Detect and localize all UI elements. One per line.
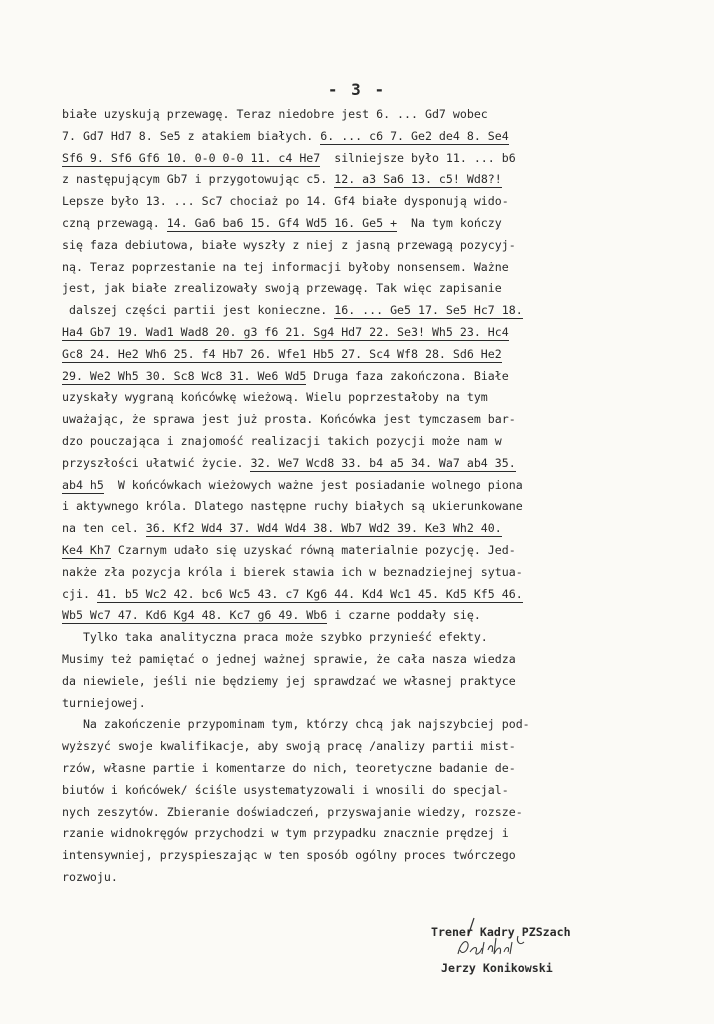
underlined-moves: Wb5 Wc7 47. Kd6 Kg4 48. Kc7 g6 49. Wb6 [62,608,328,623]
text-segment: W końcówkach wieżowych ważne jest posiadanie wolnego piona [103,477,523,492]
text-segment: jest, jak białe zrealizowały swoją przewagę. Tak więc zapisanie [62,281,502,296]
text-line [62,344,662,366]
text-segment: intensywniej, przyspieszając w ten sposób ogólny proces twórczego [62,848,516,863]
text-line [62,867,662,889]
text-segment: rozwoju. [62,869,118,884]
text-segment: da niewiele, jeśli nie będziemy jej sprawdzać we własnej praktyce [62,673,516,688]
text-segment: czną przewagą. [62,215,167,230]
signature-name: Jerzy Konikowski [441,961,553,975]
underlined-moves: 14. Ga6 ba6 15. Gf4 Wd5 16. Ge5 + [166,215,398,230]
text-line [62,780,662,802]
text-line [62,562,662,584]
text-line [62,169,662,191]
text-segment: na ten cel. [62,521,146,536]
underlined-moves: Ke4 Kh7 [62,542,111,557]
text-segment: Lepsze było 13. ... Sc7 chociaż po 14. Gf4 białe dysponują wido- [62,194,509,209]
text-segment: uzyskały wygraną końcówkę wieżową. Wielu poprzestałoby na tym [62,390,488,405]
text-line [62,649,662,671]
text-line [62,802,662,824]
text-segment: rzanie widnokręgów przychodzi w tym przypadku znacznie prędzej i [62,826,509,841]
text-line [62,126,662,148]
text-segment: turniejowej. [62,695,146,710]
text-segment: biutów i końcówek/ ściśle usystematyzowali i wnosili do specjal- [62,782,509,797]
text-segment: Tylko taka analityczna praca może szybko przynieść efekty. [62,630,488,645]
text-line [62,518,662,540]
text-line [62,191,662,213]
text-line [62,845,662,867]
text-line [62,540,662,562]
text-segment: i czarne poddały się. [327,608,481,623]
text-line [62,496,662,518]
text-line [62,605,662,627]
text-line [62,366,662,388]
text-line [62,671,662,693]
text-segment: z następującym Gb7 i przygotowując c5. [62,172,335,187]
text-line [62,409,662,431]
text-line [62,823,662,845]
underlined-moves: Ha4 Gb7 19. Wad1 Wad8 20. g3 f6 21. Sg4 Hd7 22. Se3! Wh5 23. Hc4 [62,324,509,339]
text-segment: i aktywnego króla. Dlatego następne ruchy białych są ukierunkowane [62,499,523,514]
text-segment: dzo pouczająca i znajomość realizacji takich pozycji może nam w [62,433,502,448]
text-line [62,758,662,780]
underlined-moves: 36. Kf2 Wd4 37. Wd4 Wd4 38. Wb7 Wd2 39. Ke3 Wh2 40. [145,521,502,536]
body-text [62,104,662,889]
text-segment: przyszłości ułatwić życie. [62,455,251,470]
text-line [62,431,662,453]
text-segment: Na zakończenie przypominam tym, którzy chcą jak najszybciej pod- [62,717,530,732]
text-line [62,584,662,606]
text-segment: nych zeszytów. Zbieranie doświadczeń, przyswajanie wiedzy, rozsze- [62,804,523,819]
text-line [62,104,662,126]
underlined-moves: 16. ... Ge5 17. Se5 Hc7 18. [334,303,523,318]
underlined-moves: 41. b5 Wc2 42. bc6 Wc5 43. c7 Kg6 44. Kd4 Wc1 45. Kd5 Kf5 46. [96,586,523,601]
text-segment: Druga faza zakończona. Białe [306,368,509,383]
underlined-moves: 12. a3 Sa6 13. c5! Wd8?! [334,172,502,187]
text-segment: wyższyć swoje kwalifikacje, aby swoją pracę /analizy partii mist- [62,739,516,754]
text-segment: Czarnym udało się uzyskać równą materialnie pozycję. Jed- [110,542,516,557]
text-line [62,257,662,279]
text-line [62,693,662,715]
text-segment: się faza debiutowa, białe wyszły z niej z jasną przewagą pozycyj- [62,237,516,252]
text-line [62,278,662,300]
text-segment: białe uzyskują przewagę. Teraz niedobre jest 6. ... Gd7 wobec [62,107,488,121]
underlined-moves: 32. We7 Wcd8 33. b4 a5 34. Wa7 ab4 35. [250,455,516,470]
text-segment: silniejsze było 11. ... b6 [320,150,516,165]
text-segment: ną. Teraz poprzestanie na tej informacji byłoby nonsensem. Ważne [62,259,509,274]
text-line [62,714,662,736]
text-segment: 7. Gd7 Hd7 8. Se5 z atakiem białych. [62,128,321,143]
signature-title: Trener Kadry PZSzach [431,925,571,939]
text-segment: nakże zła pozycja króla i bierek stawia ich w beznadziejnej sytua- [62,564,523,579]
text-line [62,387,662,409]
underlined-moves: 6. ... c6 7. Ge2 de4 8. Se4 [320,128,509,143]
text-line [62,300,662,322]
text-line [62,627,662,649]
text-line [62,148,662,170]
page-number: - 3 - [327,80,387,99]
text-segment: Na tym kończy [397,215,502,230]
underlined-moves: Gc8 24. He2 Wh6 25. f4 Hb7 26. Wfe1 Hb5 27. Sc4 Wf8 28. Sd6 He2 [62,346,502,361]
text-segment: uważając, że sprawa jest już prosta. Końcówka jest tymczasem bar- [62,412,516,427]
text-line [62,736,662,758]
underlined-moves: Sf6 9. Sf6 Gf6 10. 0-0 0-0 11. c4 He7 [62,150,321,165]
underlined-moves: 29. We2 Wh5 30. Sc8 Wc8 31. We6 Wd5 [62,368,307,383]
text-line [62,453,662,475]
text-segment: cji. [62,586,97,601]
underlined-moves: ab4 h5 [62,477,104,492]
text-line [62,322,662,344]
text-segment: dalszej części partii jest konieczne. [62,303,335,318]
text-line [62,235,662,257]
text-line [62,213,662,235]
text-line [62,475,662,497]
text-segment: rzów, własne partie i komentarze do nich, teoretyczne badanie de- [62,760,516,775]
text-segment: Musimy też pamiętać o jednej ważnej sprawie, że cała nasza wiedza [62,651,516,666]
